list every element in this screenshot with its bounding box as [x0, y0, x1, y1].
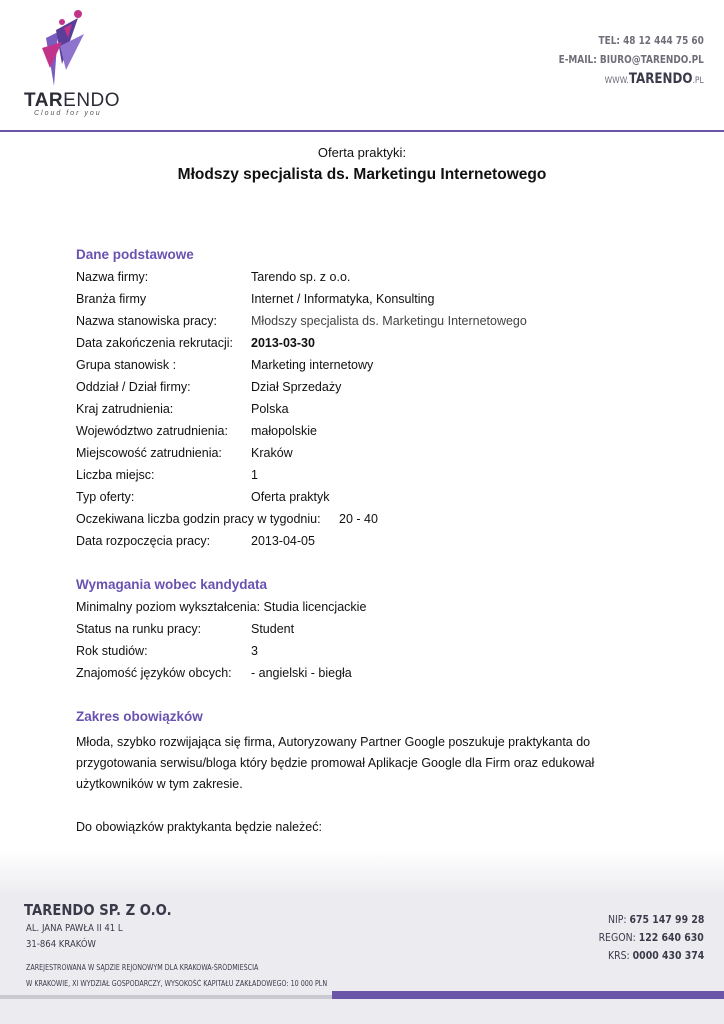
section-duties-heading: Zakres obowiązków	[76, 709, 203, 724]
info-label: Rok studiów:	[76, 644, 148, 658]
info-row	[76, 508, 656, 530]
info-row	[76, 442, 656, 464]
header-divider	[0, 130, 724, 132]
info-row	[76, 530, 656, 552]
footer-bar-purple	[332, 991, 724, 999]
info-value: - angielski - biegła	[251, 666, 352, 680]
info-row	[76, 618, 656, 640]
info-row	[76, 354, 656, 376]
info-value: Młodszy specjalista ds. Marketingu Internetowego	[251, 314, 527, 328]
info-label: Nazwa firmy:	[76, 270, 149, 284]
footer-bar-gray	[0, 995, 332, 999]
page-header	[0, 0, 724, 132]
offer-content	[76, 244, 656, 838]
footer-registry-1: ZAREJESTROWANA W SĄDZIE REJONOWYM DLA KRAKOWA-ŚRÓDMIEŚCIA	[26, 963, 259, 972]
info-row	[76, 596, 656, 618]
info-value: Kraków	[251, 446, 293, 460]
header-website[interactable]: WWW.TARENDO.PL	[604, 71, 704, 87]
logo-mark-icon	[32, 8, 92, 88]
info-value: Polska	[251, 402, 289, 416]
footer-registry-2: W KRAKOWIE, XI WYDZIAŁ GOSPODARCZY, WYSOKOŚĆ KAPITAŁU ZAKŁADOWEGO: 10 000 PLN	[26, 979, 328, 988]
info-row	[76, 640, 656, 662]
info-label: Nazwa stanowiska pracy:	[76, 314, 218, 328]
header-contact	[559, 32, 704, 91]
info-value: Tarendo sp. z o.o.	[251, 270, 351, 284]
duties-intro: Do obowiązków praktykanta będzie należeć:	[76, 820, 322, 834]
info-row	[76, 662, 656, 684]
offer-title: Młodszy specjalista ds. Marketingu Internetowego	[177, 166, 547, 183]
info-label: Województwo zatrudnienia:	[76, 424, 228, 438]
info-row	[76, 464, 656, 486]
section-basic-heading: Dane podstawowe	[76, 247, 194, 262]
info-value: 2013-03-30	[251, 336, 315, 350]
footer-company-name: TARENDO SP. Z O.O.	[24, 901, 172, 919]
info-label: Miejscowość zatrudnienia:	[76, 446, 222, 460]
info-value: Marketing internetowy	[251, 358, 374, 372]
info-label: Kraj zatrudnienia:	[76, 402, 174, 416]
info-value: Student	[251, 622, 295, 636]
info-row	[76, 376, 656, 398]
info-row	[76, 398, 656, 420]
section-requirements-heading: Wymagania wobec kandydata	[76, 577, 268, 592]
footer-nip: NIP: 675 147 99 28	[607, 913, 704, 926]
info-label: Oddział / Dział firmy:	[76, 380, 191, 394]
page-footer	[0, 895, 724, 1024]
info-value: Oferta praktyk	[251, 490, 330, 504]
offer-label: Oferta praktyki:	[317, 145, 407, 160]
footer-regon: REGON: 122 640 630	[598, 931, 704, 944]
info-label: Znajomość języków obcych:	[76, 666, 232, 680]
header-email[interactable]: E-MAIL: BIURO@TARENDO.PL	[558, 54, 704, 66]
header-phone: TEL: 48 12 444 75 60	[598, 35, 704, 47]
footer-street: AL. JANA PAWŁA II 41 L	[26, 923, 123, 934]
info-value: Dział Sprzedaży	[251, 380, 342, 394]
info-label: Liczba miejsc:	[76, 468, 155, 482]
info-label: Data rozpoczęcia pracy:	[76, 534, 211, 548]
duties-paragraph: Młoda, szybko rozwijająca się firma, Autoryzowany Partner Google poszukuje praktykanta do przygotowania serwisu/bloga który będzie promował Aplikacje Google dla Firm oraz edukował użytkowników w tym zakresie.	[76, 735, 595, 791]
info-value: 3	[251, 644, 258, 658]
company-logo	[22, 8, 121, 117]
info-value: 20 - 40	[339, 512, 378, 526]
info-value: małopolskie	[251, 424, 318, 438]
footer-city: 31-864 KRAKÓW	[26, 939, 96, 950]
requirements-list	[76, 596, 656, 684]
info-label: Minimalny poziom wykształcenia: Studia licencjackie	[76, 600, 367, 614]
info-label: Branża firmy	[76, 292, 147, 306]
info-row	[76, 420, 656, 442]
info-value: Internet / Informatyka, Konsulting	[251, 292, 435, 306]
footer-fade	[0, 850, 724, 896]
info-row	[76, 310, 656, 332]
logo-tagline: Cloud for you	[34, 110, 102, 117]
info-label: Grupa stanowisk :	[76, 358, 177, 372]
info-label: Oczekiwana liczba godzin pracy w tygodniu:	[76, 512, 321, 526]
footer-krs: KRS: 0000 430 374	[607, 949, 704, 962]
info-row	[76, 486, 656, 508]
info-value: 2013-04-05	[251, 534, 315, 548]
info-row	[76, 332, 656, 354]
info-label: Status na runku pracy:	[76, 622, 202, 636]
info-row	[76, 288, 656, 310]
info-label: Data zakończenia rekrutacji:	[76, 336, 234, 350]
info-row	[76, 266, 656, 288]
basic-info-list	[76, 266, 656, 552]
info-label: Typ oferty:	[76, 490, 135, 504]
logo-wordmark: TARENDO	[24, 90, 121, 111]
info-value: 1	[251, 468, 258, 482]
